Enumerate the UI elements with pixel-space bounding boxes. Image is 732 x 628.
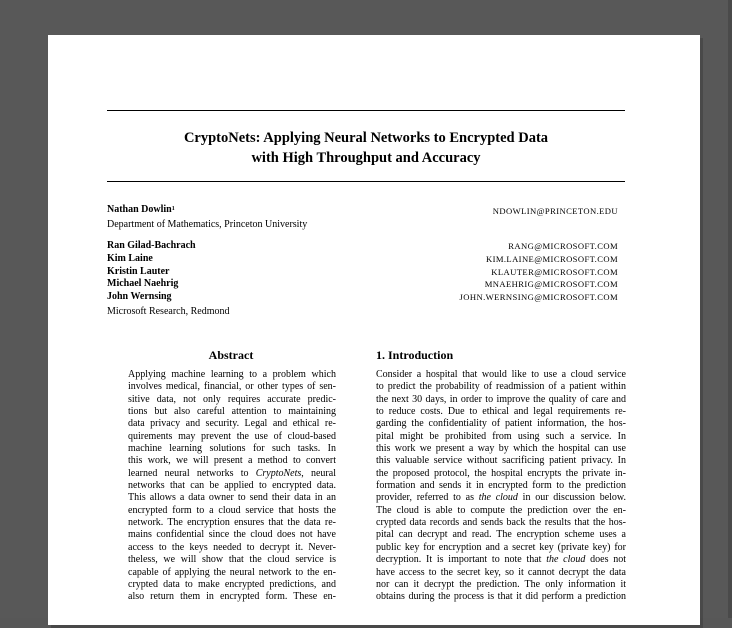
text-line: provider, referred to as the cloud in our discussion below.: [376, 492, 626, 504]
text-line: machine learning solutions for such tasks. In: [128, 443, 336, 455]
text-line: pital can decrypt and read. The encryption scheme uses a: [376, 529, 626, 541]
abstract-body: [128, 369, 336, 604]
paper-title-line-2: with High Throughput and Accuracy: [251, 150, 481, 166]
author-emails-microsoft: [460, 240, 618, 304]
text-line: obtains during the process is that it did perform a prediction: [376, 591, 626, 603]
text-line: crypted data to make encrypted predictions, and: [128, 578, 336, 590]
text-line: data privacy and security. Legal and ethical re-: [128, 418, 336, 430]
text-line: The cloud is able to compute the prediction over the en-: [376, 504, 626, 516]
paper-title-line-1: CryptoNets: Applying Neural Networks to Encrypted Data: [183, 130, 549, 146]
text-line: encrypted form to a cloud service that hosts the: [128, 504, 336, 516]
text-line: also return them in encrypted form. These en-: [128, 591, 336, 603]
author-name: Michael Naehrig: [107, 278, 179, 290]
text-line: mains confidential since the cloud does not have: [128, 529, 336, 541]
text-line: learned neural networks to CryptoNets, neural: [128, 467, 336, 479]
title-rule-bottom: [107, 181, 625, 182]
text-line: the next 30 days, in order to improve the quality of care and: [376, 393, 626, 405]
footnote-mark: 1: [171, 206, 175, 212]
abstract-heading: Abstract: [208, 348, 254, 362]
text-line: to predict the probability of readmission of a patient within: [376, 381, 626, 393]
author-email: RANG@MICROSOFT.COM: [508, 241, 618, 251]
author-name: Nathan Dowlin$^1$: [107, 204, 175, 215]
introduction-heading: 1. Introduction: [376, 348, 454, 362]
author-email: NDOWLIN@PRINCETON.EDU: [492, 206, 618, 216]
text-line: this work we present a way by which the hospital can use: [376, 443, 626, 455]
text-line: networks that can be applied to encrypted data.: [128, 480, 336, 492]
paper-title: [107, 128, 625, 168]
text-line: crypted data records and sends back the results that the hos-: [376, 517, 626, 529]
author-name: Ran Gilad-Bachrach: [107, 240, 196, 251]
text-line: network. The encryption ensures that the data re-: [128, 517, 336, 529]
text-line: this valuable service without sacrificing patient privacy. In: [376, 455, 626, 467]
author-email: MNAEHRIG@MICROSOFT.COM: [484, 279, 618, 290]
introduction-body: [376, 369, 626, 604]
author-block-princeton: [107, 204, 307, 232]
text-line: formation and sends it in encrypted form to the prediction: [376, 480, 626, 492]
text-line: public key for encryption and a secret key (private key) for: [376, 541, 626, 553]
text-line: capable of applying the neural network to the en-: [128, 566, 336, 578]
text-line: quirements may prevent the use of cloud-based: [128, 430, 336, 442]
author-email: KLAUTER@MICROSOFT.COM: [491, 266, 618, 277]
author-email: JOHN.WERNSING@MICROSOFT.COM: [459, 292, 618, 303]
pdf-page[interactable]: [48, 35, 700, 625]
author-email: KIM.LAINE@MICROSOFT.COM: [485, 253, 618, 264]
author-emails-princeton: [493, 205, 618, 218]
text-line: have access to the secret key, so it cannot decrypt the data: [376, 566, 626, 578]
author-name: John Wernsing: [107, 291, 172, 303]
author-name: Kim Laine: [107, 252, 153, 264]
author-affiliation: Department of Mathematics, Princeton University: [107, 218, 308, 230]
text-line: Consider a hospital that would like to use a cloud service: [376, 369, 626, 380]
text-line: this work, we will present a method to convert: [128, 455, 336, 467]
text-line: involves medical, financial, or other types of sen-: [128, 381, 336, 393]
text-line: the proposed protocol, the hospital encrypts the private in-: [376, 467, 626, 479]
author-block-microsoft: [107, 240, 229, 319]
author-name: Kristin Lauter: [107, 265, 170, 277]
text-line: theless, we will show that the cloud service is: [128, 554, 336, 566]
text-line: to reduce costs. Due to ethical and legal requirements re-: [376, 406, 626, 418]
text-line: Applying machine learning to a problem which: [128, 369, 336, 380]
text-line: This allows a data owner to send their data in an: [128, 492, 336, 504]
viewer-scrollbar[interactable]: [728, 0, 732, 618]
text-line: decryption. It is important to note that the cloud does not: [376, 554, 626, 566]
text-line: garding the confidentiality of patient information, the hos-: [376, 418, 626, 430]
text-line: pital might be prohibited from using such a service. In: [376, 430, 626, 442]
text-line: nor can it decrypt the prediction. The only information it: [376, 578, 626, 590]
text-line: access to the keys needed to decrypt it. Never-: [128, 541, 336, 553]
title-rule-top: [107, 110, 625, 111]
text-line: sitive data, not only requires accurate predic-: [128, 393, 336, 405]
author-affiliation: Microsoft Research, Redmond: [107, 305, 230, 317]
text-line: tions but also careful attention to maintaining: [128, 406, 336, 418]
